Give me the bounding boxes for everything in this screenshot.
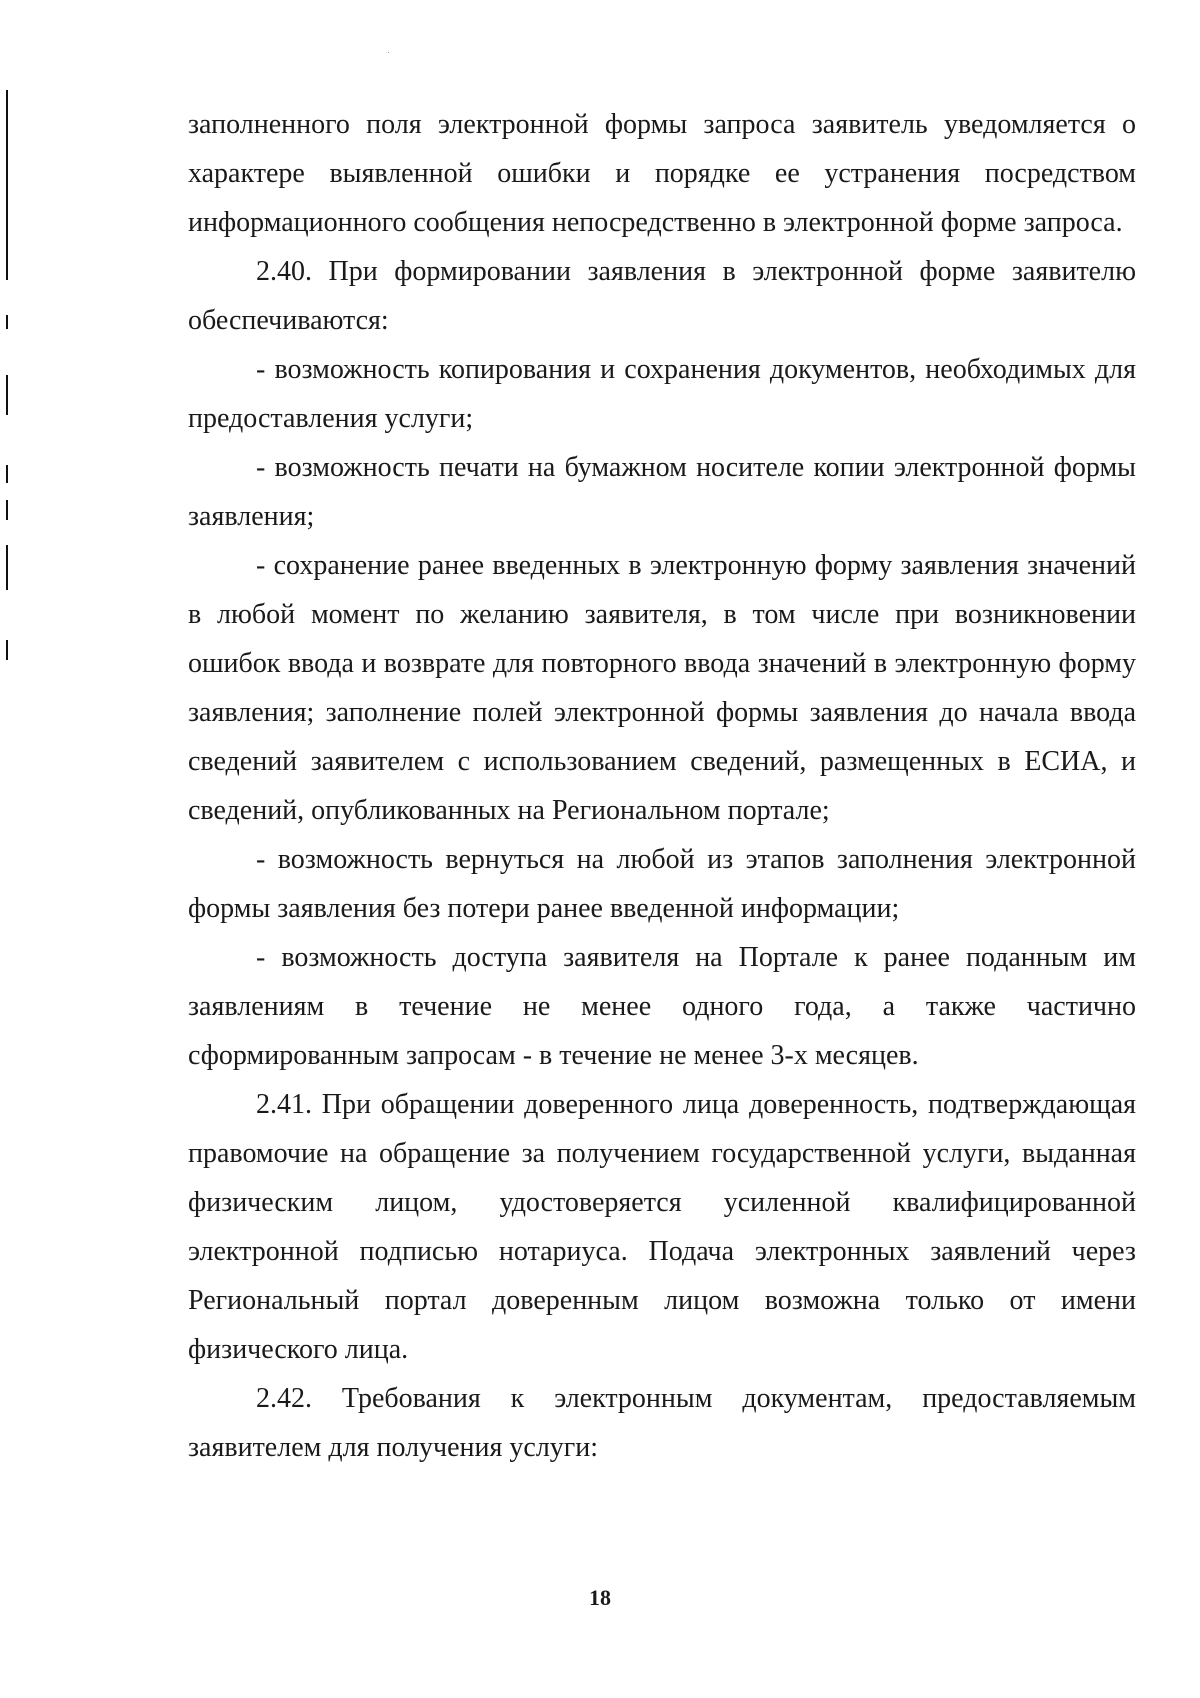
list-item-return-step: - возможность вернуться на любой из этапов заполнения электронной формы заявления без потери ранее введенной информации; xyxy=(188,844,1136,924)
scan-dust-speck xyxy=(388,52,389,53)
paragraph-continuation: заполненного поля электронной формы запроса заявитель уведомляется о характере выявленной ошибки и порядке ее устранения посредством информационного сообщения непосредственно в электронной форме запроса. xyxy=(188,109,1136,238)
paragraph-2-42: 2.42. Требования к электронным документам, предоставляемым заявителем для получения услуги: xyxy=(188,1383,1136,1463)
list-item-access: - возможность доступа заявителя на Портале к ранее поданным им заявлениям в течение не менее одного года, а также частично сформированным запросам - в течение не менее 3-х месяцев. xyxy=(188,942,1136,1071)
scan-margin-mark xyxy=(6,640,8,660)
scan-margin-mark xyxy=(6,375,8,415)
scan-margin-mark xyxy=(6,90,8,280)
scan-margin-mark xyxy=(6,545,8,590)
list-item-save-values: - сохранение ранее введенных в электронную форму заявления значений в любой момент по желанию заявителя, в том числе при возникновении ошибок ввода и возврате для повторного ввода значений в электронную форму заявления; заполнение полей электронной формы заявления до начала ввода сведений заявителем с использованием сведений, размещенных в ЕСИА, и сведений, опубликованных на Региональном портале; xyxy=(188,550,1136,826)
page-number: 18 xyxy=(589,1585,611,1610)
scan-margin-mark xyxy=(6,500,8,520)
list-item-copy-save: - возможность копирования и сохранения документов, необходимых для предоставления услуги; xyxy=(188,354,1136,434)
paragraph-2-41: 2.41. При обращении доверенного лица доверенность, подтверждающая правомочие на обращение за получением государственной услуги, выданная физическим лицом, удостоверяется усиленной квалифицированной электронной подписью нотариуса. Подача электронных заявлений через Региональный портал доверенным лицом возможна только от имени физического лица. xyxy=(188,1089,1136,1365)
scan-margin-mark xyxy=(6,315,8,329)
paragraph-2-40: 2.40. При формировании заявления в электронной форме заявителю обеспечиваются: xyxy=(188,256,1136,336)
scan-margin-mark xyxy=(6,465,8,483)
document-body xyxy=(188,100,1136,1472)
list-item-print: - возможность печати на бумажном носителе копии электронной формы заявления; xyxy=(188,452,1136,532)
